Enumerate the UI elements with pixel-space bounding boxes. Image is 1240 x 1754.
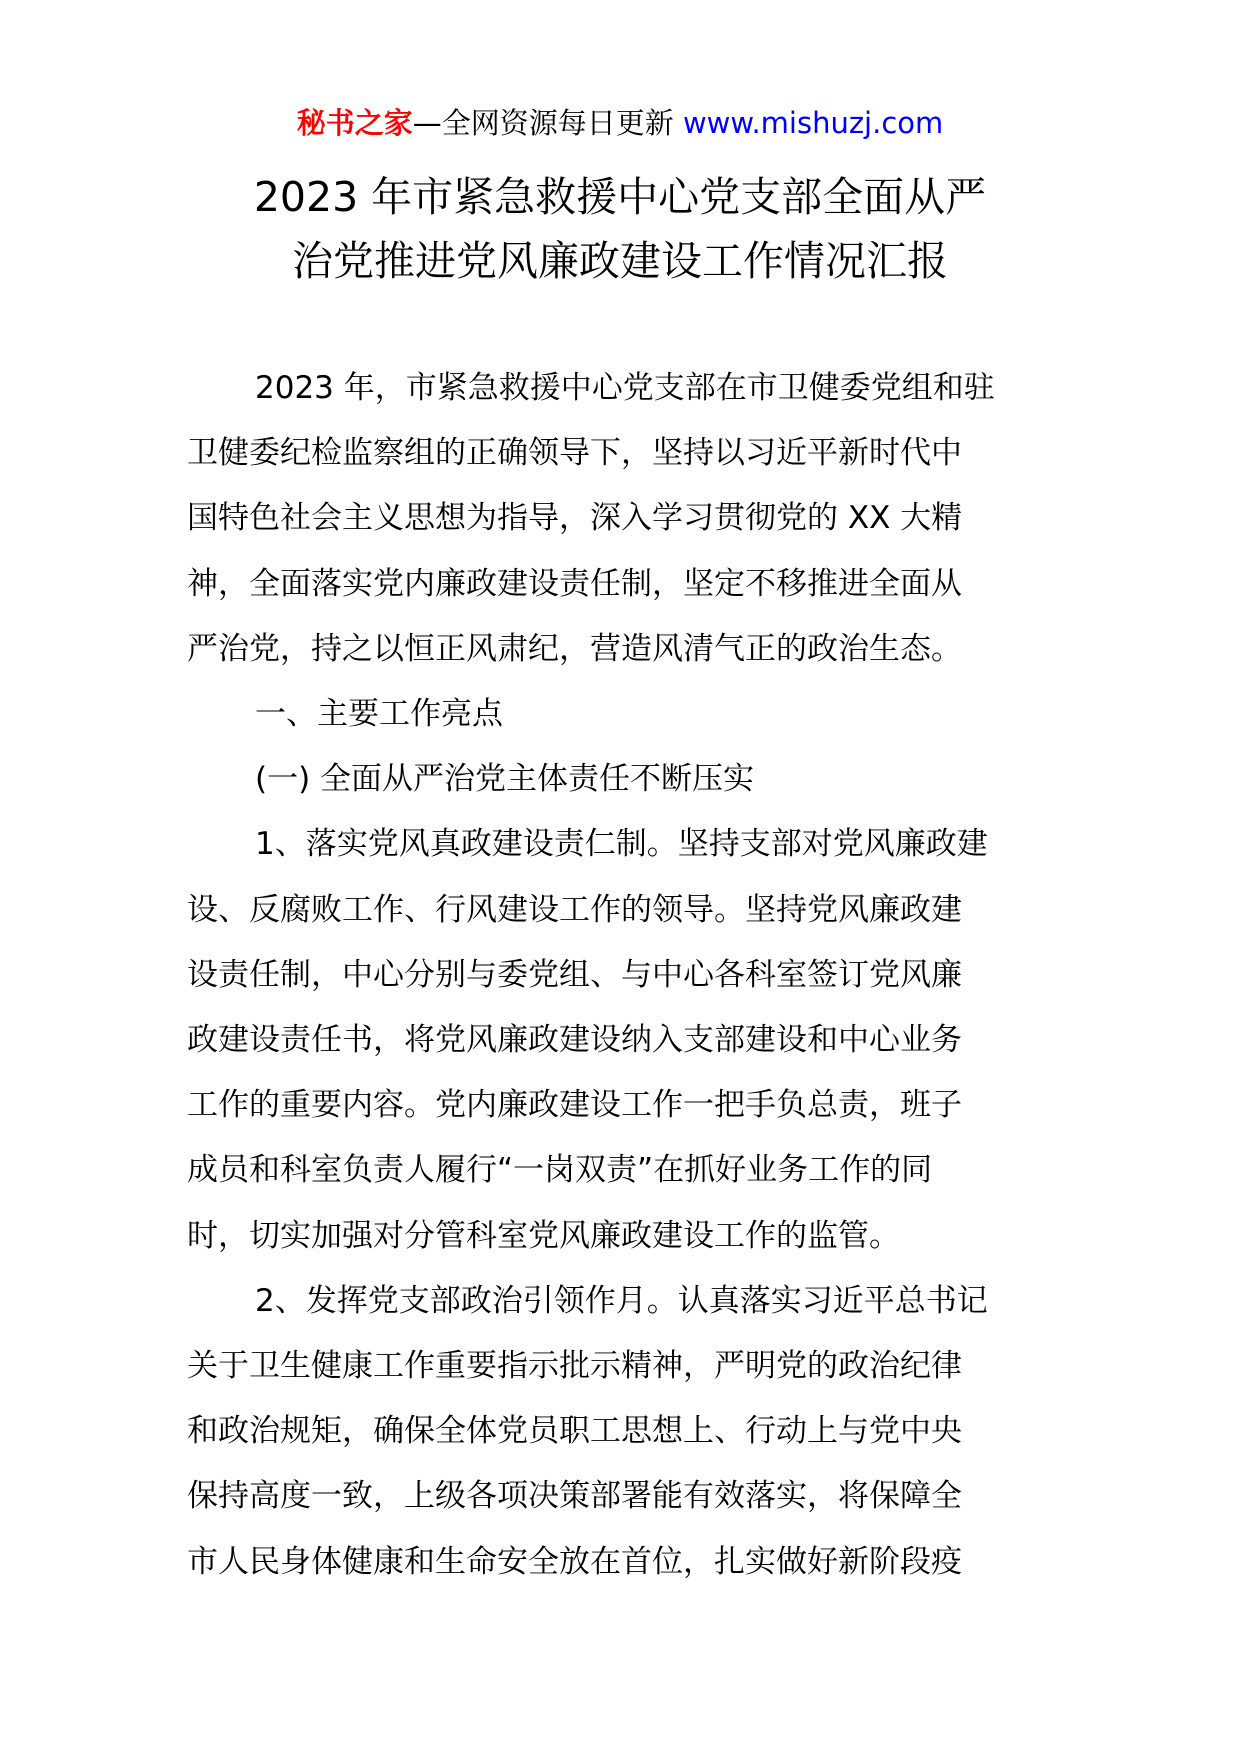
paragraph-intro — [187, 356, 1054, 682]
text-line: 保持高度一致，上级各项决策部署能有效落实，将保障全 — [187, 1478, 962, 1515]
document-title-line-2: 治党推进党风廉政建设工作情况汇报 — [292, 237, 948, 285]
site-slogan: —全网资源每日更新 — [412, 106, 683, 140]
text-line: 设、反腐败工作、行风建设工作的领导。坚持党风廉政建 — [187, 891, 962, 928]
text-line: 成员和科室负责人履行“一岗双责”在抓好业务工作的同 — [187, 1152, 933, 1189]
text-line: 政建设责任书，将党风廉政建设纳入支部建设和中心业务 — [187, 1022, 962, 1059]
document-title-line-1: 2023 年市紧急救援中心党支部全面从严 — [253, 173, 987, 221]
document-body — [187, 356, 1054, 1595]
text-line: 国特色社会主义思想为指导，深入学习贯彻党的 XX 大精 — [187, 500, 963, 537]
site-header — [0, 103, 1240, 143]
text-line: 工作的重要内容。党内廉政建设工作一把手负总责，班子 — [187, 1087, 962, 1124]
text-line: 严治党，持之以恒正风肃纪，营造风清气正的政治生态。 — [187, 630, 962, 667]
text-line: 一、主要工作亮点 — [255, 696, 503, 733]
text-line: (一) 全面从严治党主体责任不断压实 — [255, 761, 755, 798]
text-line: 2023 年，市紧急救援中心党支部在市卫健委党组和驻 — [255, 370, 995, 406]
subsection-heading — [187, 747, 1054, 812]
text-line: 卫健委纪检监察组的正确领导下，坚持以习近平新时代中 — [187, 435, 962, 472]
text-line: 时，切实加强对分管科室党风廉政建设工作的监管。 — [187, 1217, 900, 1254]
paragraph-item-1 — [187, 812, 1054, 1268]
text-line: 2、发挥党支部政治引领作月。认真落实习近平总书记 — [255, 1282, 988, 1319]
text-line: 设责任制，中心分别与委党组、与中心各科室签订党风廉 — [187, 956, 962, 993]
paragraph-item-2 — [187, 1269, 1054, 1595]
section-heading — [187, 682, 1054, 747]
site-brand: 秘书之家 — [296, 106, 413, 140]
text-line: 关于卫生健康工作重要指示批示精神，严明党的政治纪律 — [187, 1348, 962, 1385]
text-line: 和政治规矩，确保全体党员职工思想上、行动上与党中央 — [187, 1413, 962, 1450]
text-line: 市人民身体健康和生命安全放在首位，扎实做好新阶段疫 — [187, 1543, 962, 1580]
text-line: 神，全面落实党内廉政建设责任制，坚定不移推进全面从 — [187, 565, 962, 602]
text-line: 1、落实党风真政建设责仁制。坚持支部对党风廉政建 — [255, 826, 988, 863]
document-title — [170, 165, 1070, 293]
site-url[interactable]: www.mishuzj.com — [682, 106, 944, 140]
